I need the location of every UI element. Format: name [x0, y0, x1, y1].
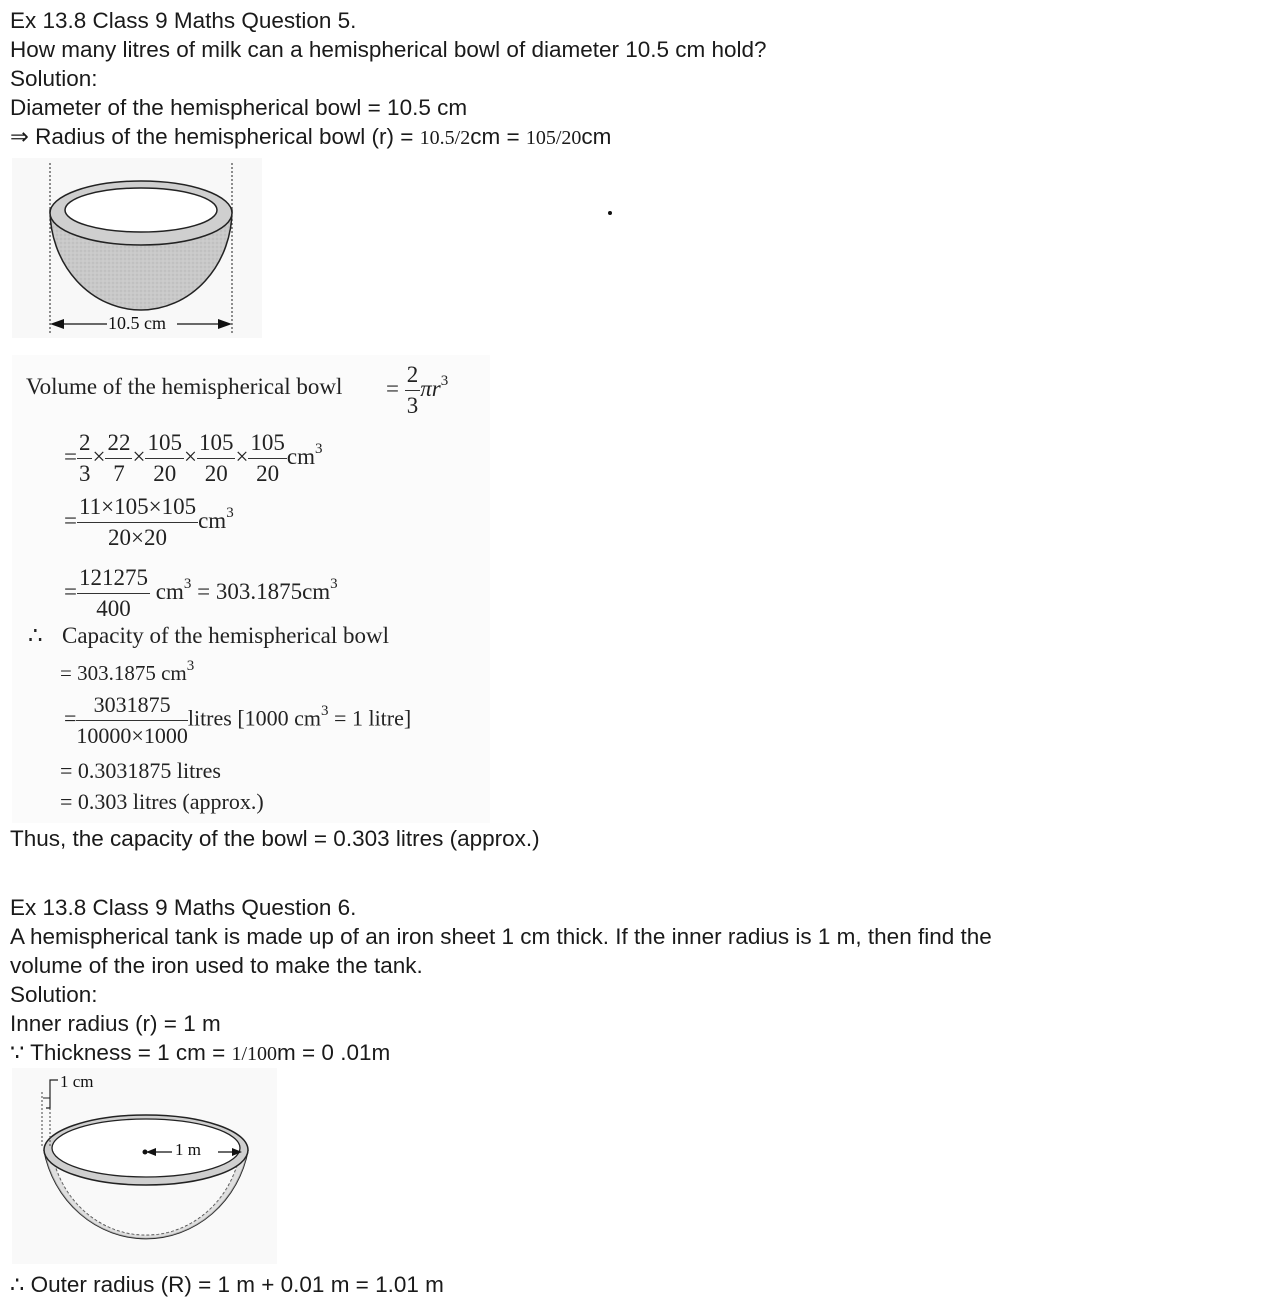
- math-step-2: [64, 492, 234, 553]
- fraction: $\frac{2}{3}$: [78, 430, 91, 486]
- exponent: 3: [330, 576, 338, 593]
- exponent: 3: [321, 703, 329, 720]
- exponent: 3: [315, 441, 323, 458]
- bowl-diameter-label: 10.5 cm: [108, 313, 166, 333]
- bowl-illustration: [12, 158, 262, 338]
- fraction: $\frac{2}{3}$: [406, 362, 419, 418]
- q5-conclusion: Thus, the capacity of the bowl = 0.303 litres (approx.): [10, 826, 540, 851]
- math-step-7: = 0.303 litres (approx.): [60, 789, 264, 814]
- times: ×: [235, 443, 249, 469]
- times: ×: [132, 443, 146, 469]
- unit: litres [1000 cm: [187, 705, 322, 731]
- tank-radius-label: 1 m: [175, 1140, 201, 1159]
- math-step-1: [64, 428, 323, 489]
- capacity-label: Capacity of the hemispherical bowl: [62, 623, 390, 648]
- q5-diameter-line: Diameter of the hemispherical bowl = 10.5 cm: [10, 95, 468, 120]
- radius-fraction-1: 10.5/2: [419, 127, 471, 149]
- therefore-symbol: ∴: [28, 623, 43, 648]
- thickness-fraction: 1/100: [231, 1043, 278, 1065]
- volume-label: Volume of the hemispherical bowl: [26, 374, 343, 399]
- stray-dot: [608, 211, 612, 215]
- fraction: $\frac{22}{7}$: [107, 430, 131, 486]
- math-step-4: = 303.1875 $cm^3$: [60, 658, 195, 685]
- unit: cm: [286, 443, 316, 469]
- math-step-5: [64, 690, 411, 751]
- radius-mid: cm =: [470, 124, 526, 149]
- fraction: $\frac{105}{20}$: [147, 430, 182, 486]
- unit: cm: [155, 578, 184, 604]
- radius-suffix: cm: [581, 124, 612, 149]
- exponent: 3: [226, 505, 234, 522]
- exponent: 3: [440, 373, 449, 390]
- exponent: 3: [186, 658, 195, 674]
- math-step-3: [64, 563, 338, 624]
- q5-heading: Ex 13.8 Class 9 Maths Question 5.: [10, 8, 357, 33]
- equals: =: [64, 578, 77, 604]
- fraction: $\frac{105}{20}$: [198, 430, 234, 486]
- fraction: $\frac{11\times 105\times 105}{20\times 20}$: [78, 494, 197, 550]
- conversion-note: = 1 litre]: [328, 705, 412, 731]
- q6-question-line-2: volume of the iron used to make the tank.: [10, 953, 423, 978]
- radius-fraction-2: 105/20: [525, 127, 582, 149]
- equals: =: [386, 375, 399, 401]
- tank-thickness-label: 1 cm: [60, 1072, 94, 1091]
- equals: =: [64, 507, 77, 533]
- q6-inner-radius: Inner radius (r) = 1 m: [10, 1011, 221, 1036]
- q6-thickness-line: ∵ Thickness = 1 cm = 1/100m = 0 .01m: [10, 1040, 391, 1065]
- q6-outer-radius: ∴ Outer radius (R) = 1 m + 0.01 m = 1.01 m: [10, 1272, 444, 1297]
- math-step-6: = 0.3031875 litres: [60, 758, 221, 783]
- tank-illustration: [12, 1068, 277, 1264]
- pi-r: πr: [420, 375, 441, 401]
- exponent: 3: [183, 576, 192, 593]
- q6-question-line-1: A hemispherical tank is made up of an iron sheet 1 cm thick. If the inner radius is 1 m, then find the: [10, 924, 992, 949]
- q5-solution-label: Solution:: [10, 66, 98, 91]
- q5-radius-line: [10, 122, 611, 153]
- q6-solution-label: Solution:: [10, 982, 98, 1007]
- volume-formula: [386, 360, 448, 421]
- times: ×: [183, 443, 197, 469]
- equals: =: [64, 443, 77, 469]
- unit: cm: [198, 507, 227, 533]
- radius-prefix: ⇒ Radius of the hemispherical bowl (r) =: [10, 124, 420, 149]
- q6-heading: Ex 13.8 Class 9 Maths Question 6.: [10, 895, 357, 920]
- fraction: $\frac{105}{20}$: [250, 430, 285, 486]
- result: = 303.1875cm: [197, 578, 331, 604]
- fraction: $\frac{121275}{400}$: [78, 565, 148, 621]
- fraction: $\frac{3031875}{10000\times 1000}$: [76, 692, 188, 748]
- times: ×: [92, 443, 106, 469]
- equals: =: [64, 705, 77, 731]
- q5-question: How many litres of milk can a hemispherical bowl of diameter 10.5 cm hold?: [10, 37, 767, 62]
